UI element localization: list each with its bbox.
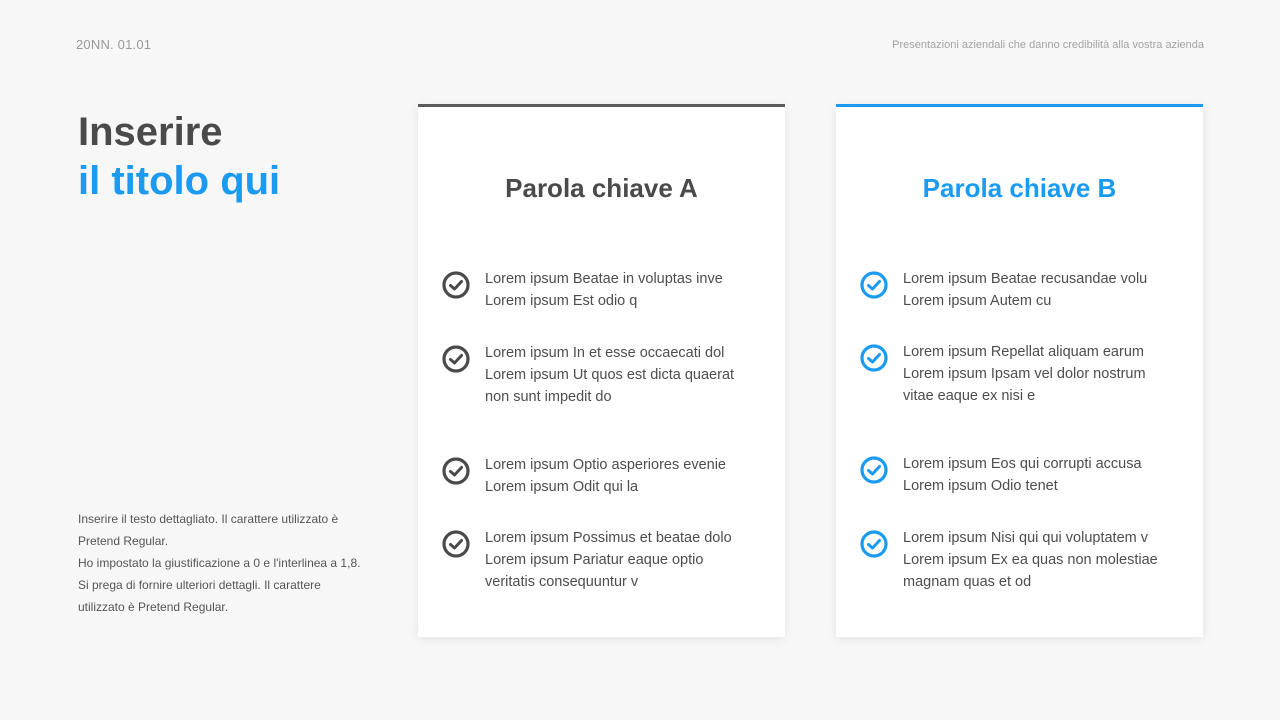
card-keyword-b [836, 104, 1203, 637]
check-circle-icon [442, 271, 470, 299]
title-line-1: Inserire [78, 110, 223, 154]
list-item-line: Lorem ipsum Beatae in voluptas inve [485, 271, 723, 287]
list-item-line: Lorem ipsum Eos qui corrupti accusa [903, 456, 1142, 472]
check-circle-icon [860, 456, 888, 484]
list-item-text [903, 527, 1183, 593]
list-item-text [485, 527, 765, 593]
list-item-line: Lorem ipsum Autem cu [903, 293, 1052, 309]
list-item-text [485, 342, 765, 408]
list-item-text [485, 268, 765, 312]
list-item-line: vitae eaque ex nisi e [903, 388, 1036, 404]
list-item-text [485, 454, 765, 498]
description-line: Si prega di fornire ulteriori dettagli. Il carattere [78, 578, 321, 592]
list-item-line: Lorem ipsum Ex ea quas non molestiae [903, 552, 1158, 568]
list-item-line: Lorem ipsum Ut quos est dicta quaerat [485, 367, 735, 383]
page-title [78, 108, 280, 206]
check-circle-icon [442, 457, 470, 485]
description-line: Pretend Regular. [78, 534, 169, 548]
check-circle-icon [860, 344, 888, 372]
title-line-2: il titolo qui [78, 159, 281, 203]
list-item-line: veritatis consequuntur v [485, 574, 639, 590]
check-circle-icon [860, 271, 888, 299]
list-item-line: Lorem ipsum Nisi qui qui voluptatem v [903, 530, 1148, 546]
description [78, 508, 378, 618]
card-keyword-a [418, 104, 785, 637]
list-item-line: Lorem ipsum Odit qui la [485, 479, 639, 495]
date-label: 20NN. 01.01 [76, 37, 152, 52]
list-item-line: Lorem ipsum Pariatur eaque optio [485, 552, 704, 568]
list-item-text [903, 268, 1183, 312]
list-item-text [903, 453, 1183, 497]
tagline: Presentazioni aziendali che danno credibilità alla vostra azienda [892, 39, 1204, 51]
list-item-line: Lorem ipsum Beatae recusandae volu [903, 271, 1148, 287]
description-line: Ho impostato la giustificazione a 0 e l'interlinea a 1,8. [78, 556, 361, 570]
list-item-line: Lorem ipsum In et esse occaecati dol [485, 345, 725, 361]
card-title: Parola chiave B [922, 173, 1117, 203]
card-title: Parola chiave A [505, 173, 698, 203]
check-circle-icon [442, 530, 470, 558]
list-item-line: non sunt impedit do [485, 389, 612, 405]
list-item-text [903, 341, 1183, 407]
list-item-line: magnam quas et od [903, 574, 1032, 590]
list-item-line: Lorem ipsum Ipsam vel dolor nostrum [903, 366, 1146, 382]
list-item-line: Lorem ipsum Repellat aliquam earum [903, 344, 1144, 360]
list-item-line: Lorem ipsum Odio tenet [903, 478, 1058, 494]
list-item-line: Lorem ipsum Est odio q [485, 293, 638, 309]
description-line: Inserire il testo dettagliato. Il carattere utilizzato è [78, 512, 339, 526]
list-item-line: Lorem ipsum Optio asperiores evenie [485, 457, 726, 473]
description-line: utilizzato è Pretend Regular. [78, 600, 229, 614]
check-circle-icon [442, 345, 470, 373]
check-circle-icon [860, 530, 888, 558]
list-item-line: Lorem ipsum Possimus et beatae dolo [485, 530, 732, 546]
